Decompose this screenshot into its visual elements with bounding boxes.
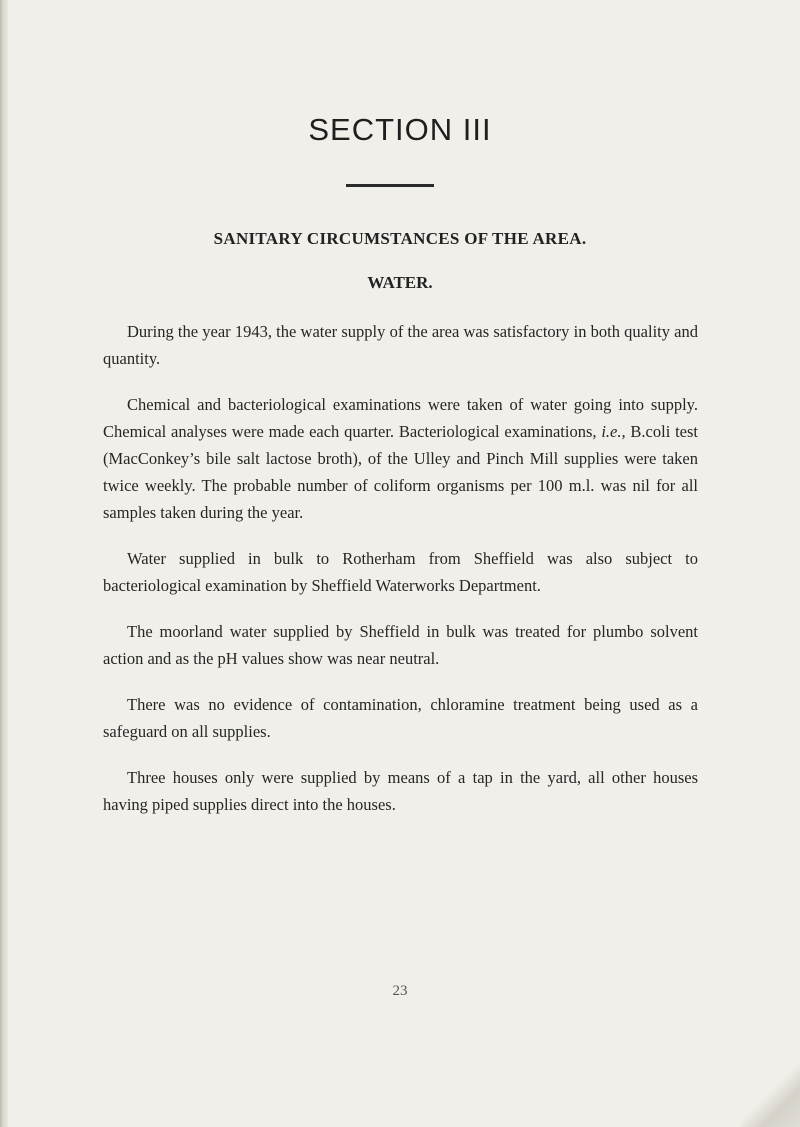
paragraph-contamination: There was no evidence of contamination, chloramine treatment being used as a safeguard on all supplies.: [103, 695, 698, 741]
page-number: 23: [392, 983, 408, 999]
title-underline-rule: [346, 184, 434, 187]
page-corner-curl: [740, 1037, 800, 1127]
paragraph-water-supply: During the year 1943, the water supply of the area was satisfactory in both quality and quantity.: [103, 322, 698, 368]
page-edge: [0, 0, 8, 1127]
paragraph-examinations: Chemical and bacteriological examinations were taken of water going into supply. Chemical analyses were made each quarter. Bacteriological examinations, i.e., B.coli test (MacConkey’s bile salt lactose broth), of the Ulley and Pinch Mill supplies were taken twice weekly. The probable number of coliform organisms per 100 m.l. was nil for all samples taken during the year.: [103, 395, 698, 522]
paragraph-bulk-supply: Water supplied in bulk to Rotherham from Sheffield was also subject to bacteriological examination by Sheffield Waterworks Department.: [103, 549, 698, 595]
water-heading: WATER.: [367, 273, 433, 292]
ie-abbreviation: i.e.,: [601, 422, 626, 441]
paragraph-moorland-water: The moorland water supplied by Sheffield in bulk was treated for plumbo solvent action and as the pH values show was near neutral.: [103, 622, 698, 668]
paragraph-houses: Three houses only were supplied by means of a tap in the yard, all other houses having piped supplies direct into the houses.: [103, 768, 698, 814]
section-subheading: SANITARY CIRCUMSTANCES OF THE AREA.: [213, 229, 587, 248]
section-title: SECTION III: [308, 112, 492, 147]
body-text: [103, 318, 698, 837]
